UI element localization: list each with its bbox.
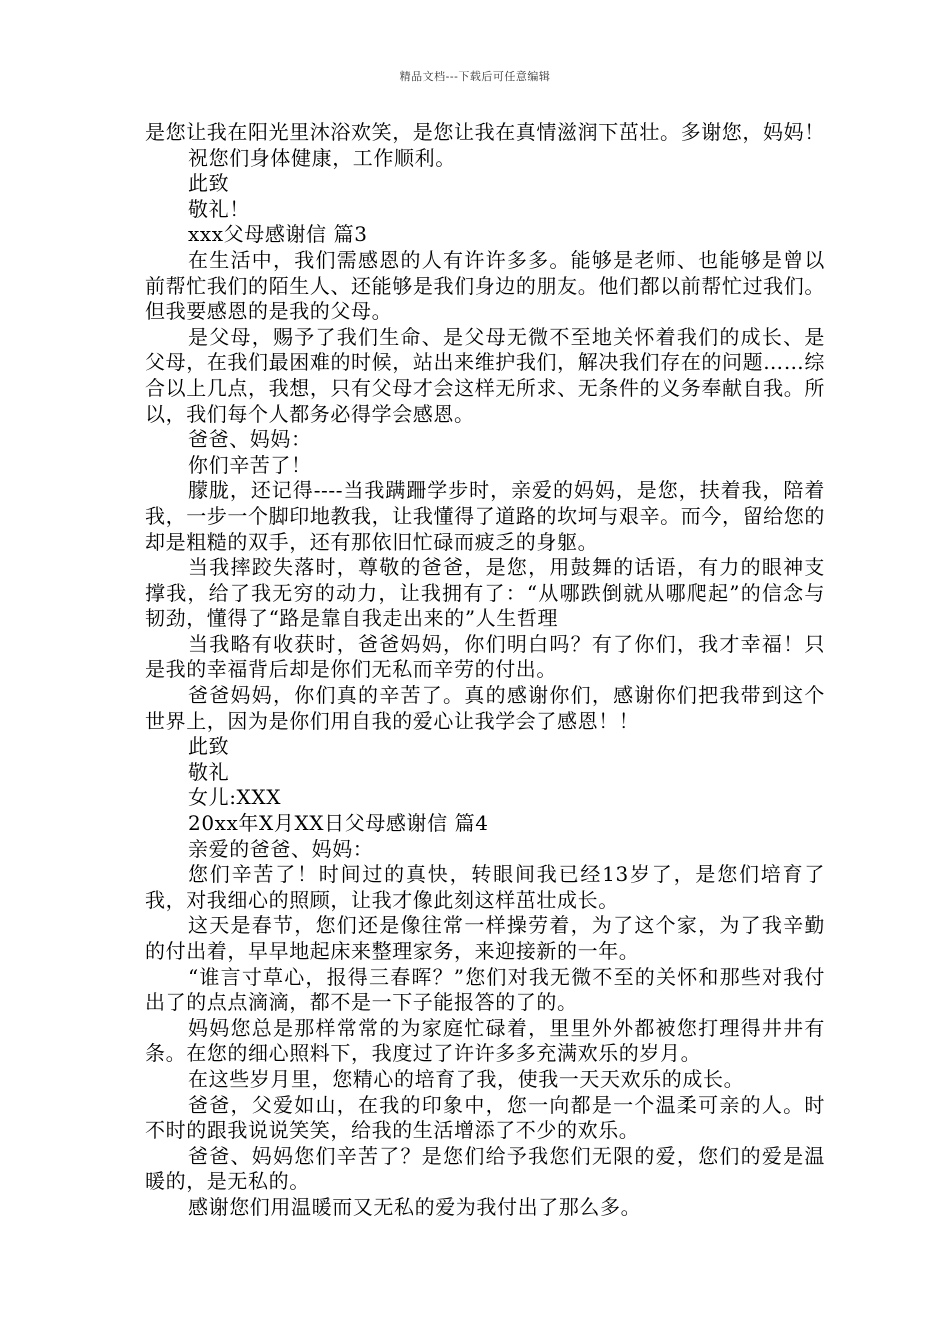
paragraph: “谁言寸草心，报得三春晖？”您们对我无微不至的关怀和那些对我付出了的点点滴滴，都不是一下子能报答的了的。 xyxy=(145,964,825,1015)
paragraph: 朦胧，还记得----当我蹒跚学步时，亲爱的妈妈，是您，扶着我，陪着我，一步一个脚印地教我，让我懂得了道路的坎坷与艰辛。而今，留给您的却是粗糙的双手，还有那依旧忙碌而疲乏的身躯。 xyxy=(145,478,825,554)
paragraph: 妈妈您总是那样常常的为家庭忙碌着，里里外外都被您打理得井井有条。在您的细心照料下，我度过了许许多多充满欢乐的岁月。 xyxy=(145,1015,825,1066)
paragraph: 亲爱的爸爸、妈妈： xyxy=(188,836,374,861)
paragraph: 祝您们身体健康，工作顺利。 xyxy=(188,145,456,170)
paragraph: 爸爸，父爱如山，在我的印象中，您一向都是一个温柔可亲的人。时不时的跟我说说笑笑，给我的生活增添了不少的欢乐。 xyxy=(145,1092,825,1143)
paragraph: 感谢您们用温暖而又无私的爱为我付出了那么多。 xyxy=(188,1194,642,1219)
paragraph: 当我摔跤失落时，尊敬的爸爸，是您，用鼓舞的话语，有力的眼神支撑我，给了我无穷的动力，让我拥有了：“从哪跌倒就从哪爬起”的信念与韧劲，懂得了“路是靠自我走出来的”人生哲理 xyxy=(145,555,825,631)
paragraph: 这天是春节，您们还是像往常一样操劳着，为了这个家，为了我辛勤的付出着，早早地起床来整理家务，来迎接新的一年。 xyxy=(145,913,825,963)
page-header: 精品文档---下载后可任意编辑 xyxy=(399,70,551,83)
paragraph: 敬礼！ xyxy=(188,196,250,221)
paragraph: 你们辛苦了！ xyxy=(188,452,312,477)
paragraph: 在这些岁月里，您精心的培育了我，使我一天天欢乐的成长。 xyxy=(188,1066,745,1091)
paragraph: 爸爸妈妈，你们真的辛苦了。真的感谢你们，感谢你们把我带到这个世界上，因为是你们用自我的爱心让我学会了感恩！！ xyxy=(145,683,825,733)
paragraph: xxx父母感谢信 篇3 xyxy=(188,222,368,247)
paragraph: 此致 xyxy=(188,171,230,196)
paragraph: 女儿:XXX xyxy=(188,785,282,810)
paragraph: 此致 xyxy=(188,734,230,759)
paragraph: 您们辛苦了！时间过的真快，转眼间我已经13岁了，是您们培育了我，对我细心的照顾，让我才像此刻这样茁壮成长。 xyxy=(145,862,825,912)
paragraph: 爸爸、妈妈您们辛苦了？是您们给予我您们无限的爱，您们的爱是温暖的，是无私的。 xyxy=(145,1143,825,1194)
paragraph: 当我略有收获时，爸爸妈妈，你们明白吗？有了你们，我才幸福！只是我的幸福背后却是你们无私而辛劳的付出。 xyxy=(145,631,825,682)
paragraph: 20xx年X月XX日父母感谢信 篇4 xyxy=(188,811,489,836)
paragraph: 在生活中，我们需感恩的人有许许多多。能够是老师、也能够是曾以前帮忙我们的陌生人、还能够是我们身边的朋友。他们都以前帮忙过我们。但我要感恩的是我的父母。 xyxy=(145,247,825,324)
paragraph: 是父母，赐予了我们生命、是父母无微不至地关怀着我们的成长、是父母，在我们最困难的时候，站出来维护我们，解决我们存在的问题……综合以上几点，我想，只有父母才会这样无所求、无条件的义务奉献自我。所以，我们每个人都务必得学会感恩。 xyxy=(145,324,825,426)
paragraph: 是您让我在阳光里沐浴欢笑，是您让我在真情滋润下茁壮。多谢您，妈妈！ xyxy=(145,120,825,144)
document-body xyxy=(145,120,825,1221)
paragraph: 爸爸、妈妈： xyxy=(188,427,312,452)
paragraph: 敬礼 xyxy=(188,759,230,784)
